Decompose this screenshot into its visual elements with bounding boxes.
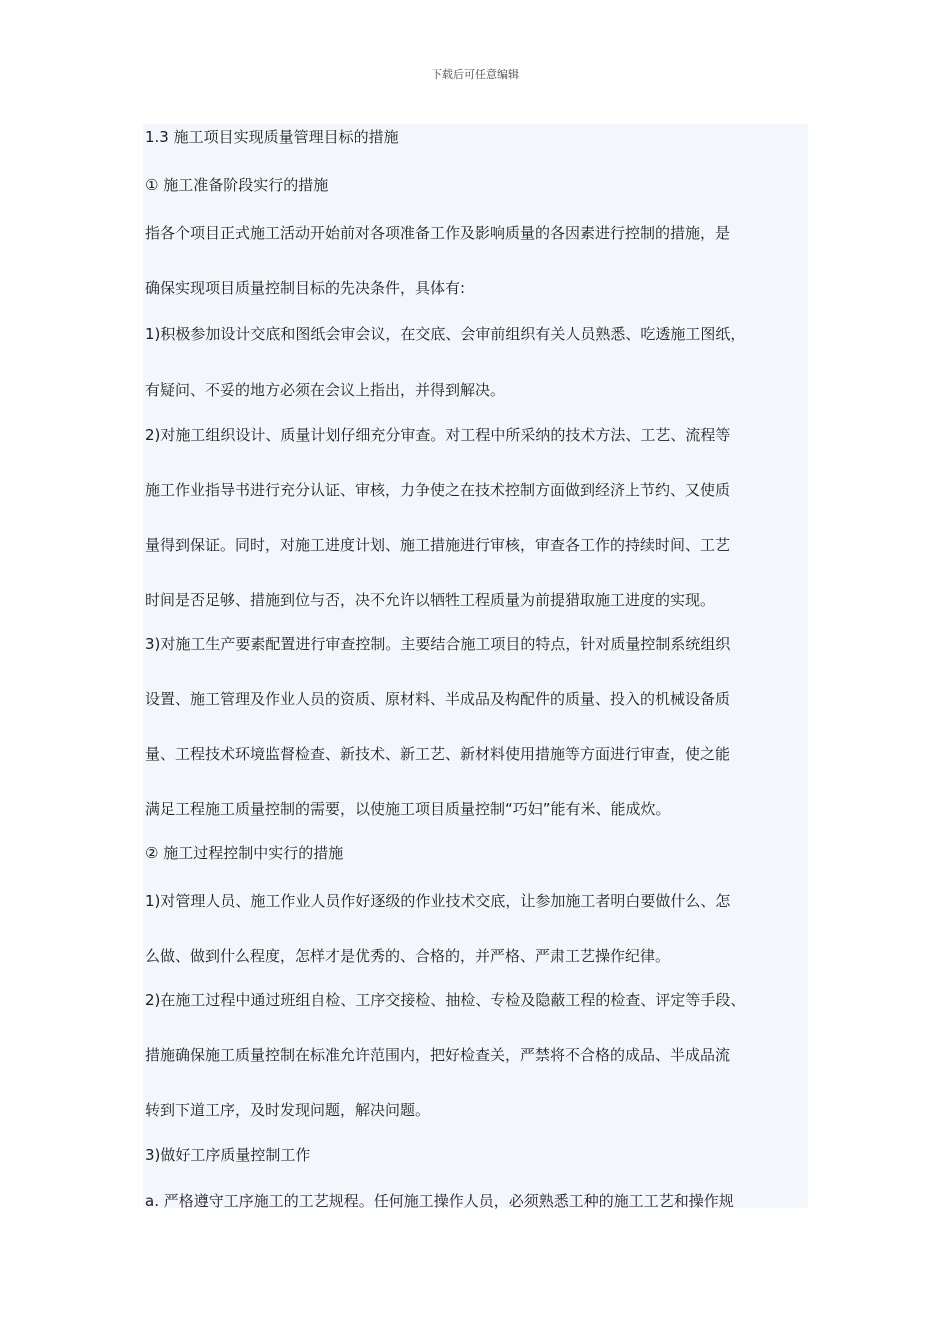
body-line: 措施确保施工质量控制在标准允许范围内，把好检查关，严禁将不合格的成品、半成品流 [145, 1046, 731, 1064]
section-heading: 1.3 施工项目实现质量管理目标的措施 [145, 128, 399, 146]
body-line: 设置、施工管理及作业人员的资质、原材料、半成品及构配件的质量、投入的机械设备质 [145, 690, 731, 708]
subsection-heading: ① 施工准备阶段实行的措施 [145, 176, 329, 194]
body-line: 3)对施工生产要素配置进行审查控制。主要结合施工项目的特点，针对质量控制系统组织 [145, 635, 731, 653]
body-line: 转到下道工序，及时发现问题，解决问题。 [145, 1101, 431, 1119]
body-line: a. 严格遵守工序施工的工艺规程。任何施工操作人员，必须熟悉工种的施工工艺和操作规 [145, 1192, 734, 1210]
body-line: 1)对管理人员、施工作业人员作好逐级的作业技术交底，让参加施工者明白要做什么、怎 [145, 892, 731, 910]
body-line: 么做、做到什么程度，怎样才是优秀的、合格的，并严格、严肃工艺操作纪律。 [145, 947, 671, 965]
body-line: 2)在施工过程中通过班组自检、工序交接检、抽检、专检及隐蔽工程的检查、评定等手段、 [145, 991, 746, 1009]
body-line: 满足工程施工质量控制的需要，以使施工项目质量控制“巧妇”能有米、能成炊。 [145, 800, 671, 818]
body-line: 有疑问、不妥的地方必须在会议上指出，并得到解决。 [145, 381, 506, 399]
body-line: 2)对施工组织设计、质量计划仔细充分审查。对工程中所采纳的技术方法、工艺、流程等 [145, 426, 731, 444]
body-line: 确保实现项目质量控制目标的先决条件，具体有: [145, 279, 466, 297]
body-line: 量、工程技术环境监督检查、新技术、新工艺、新材料使用措施等方面进行审查，使之能 [145, 745, 731, 763]
body-line: 施工作业指导书进行充分认证、审核，力争使之在技术控制方面做到经济上节约、又使质 [145, 481, 731, 499]
body-line: 时间是否足够、措施到位与否，决不允许以牺牲工程质量为前提猎取施工进度的实现。 [145, 591, 716, 609]
body-line: 量得到保证。同时，对施工进度计划、施工措施进行审核，审查各工作的持续时间、工艺 [145, 536, 731, 554]
subsection-heading: ② 施工过程控制中实行的措施 [145, 844, 344, 862]
body-line: 1)积极参加设计交底和图纸会审会议，在交底、会审前组织有关人员熟悉、吃透施工图纸， [145, 325, 746, 343]
page-header-note: 下载后可任意编辑 [431, 68, 519, 81]
body-line: 3)做好工序质量控制工作 [145, 1146, 311, 1164]
body-line: 指各个项目正式施工活动开始前对各项准备工作及影响质量的各因素进行控制的措施，是 [145, 224, 731, 242]
